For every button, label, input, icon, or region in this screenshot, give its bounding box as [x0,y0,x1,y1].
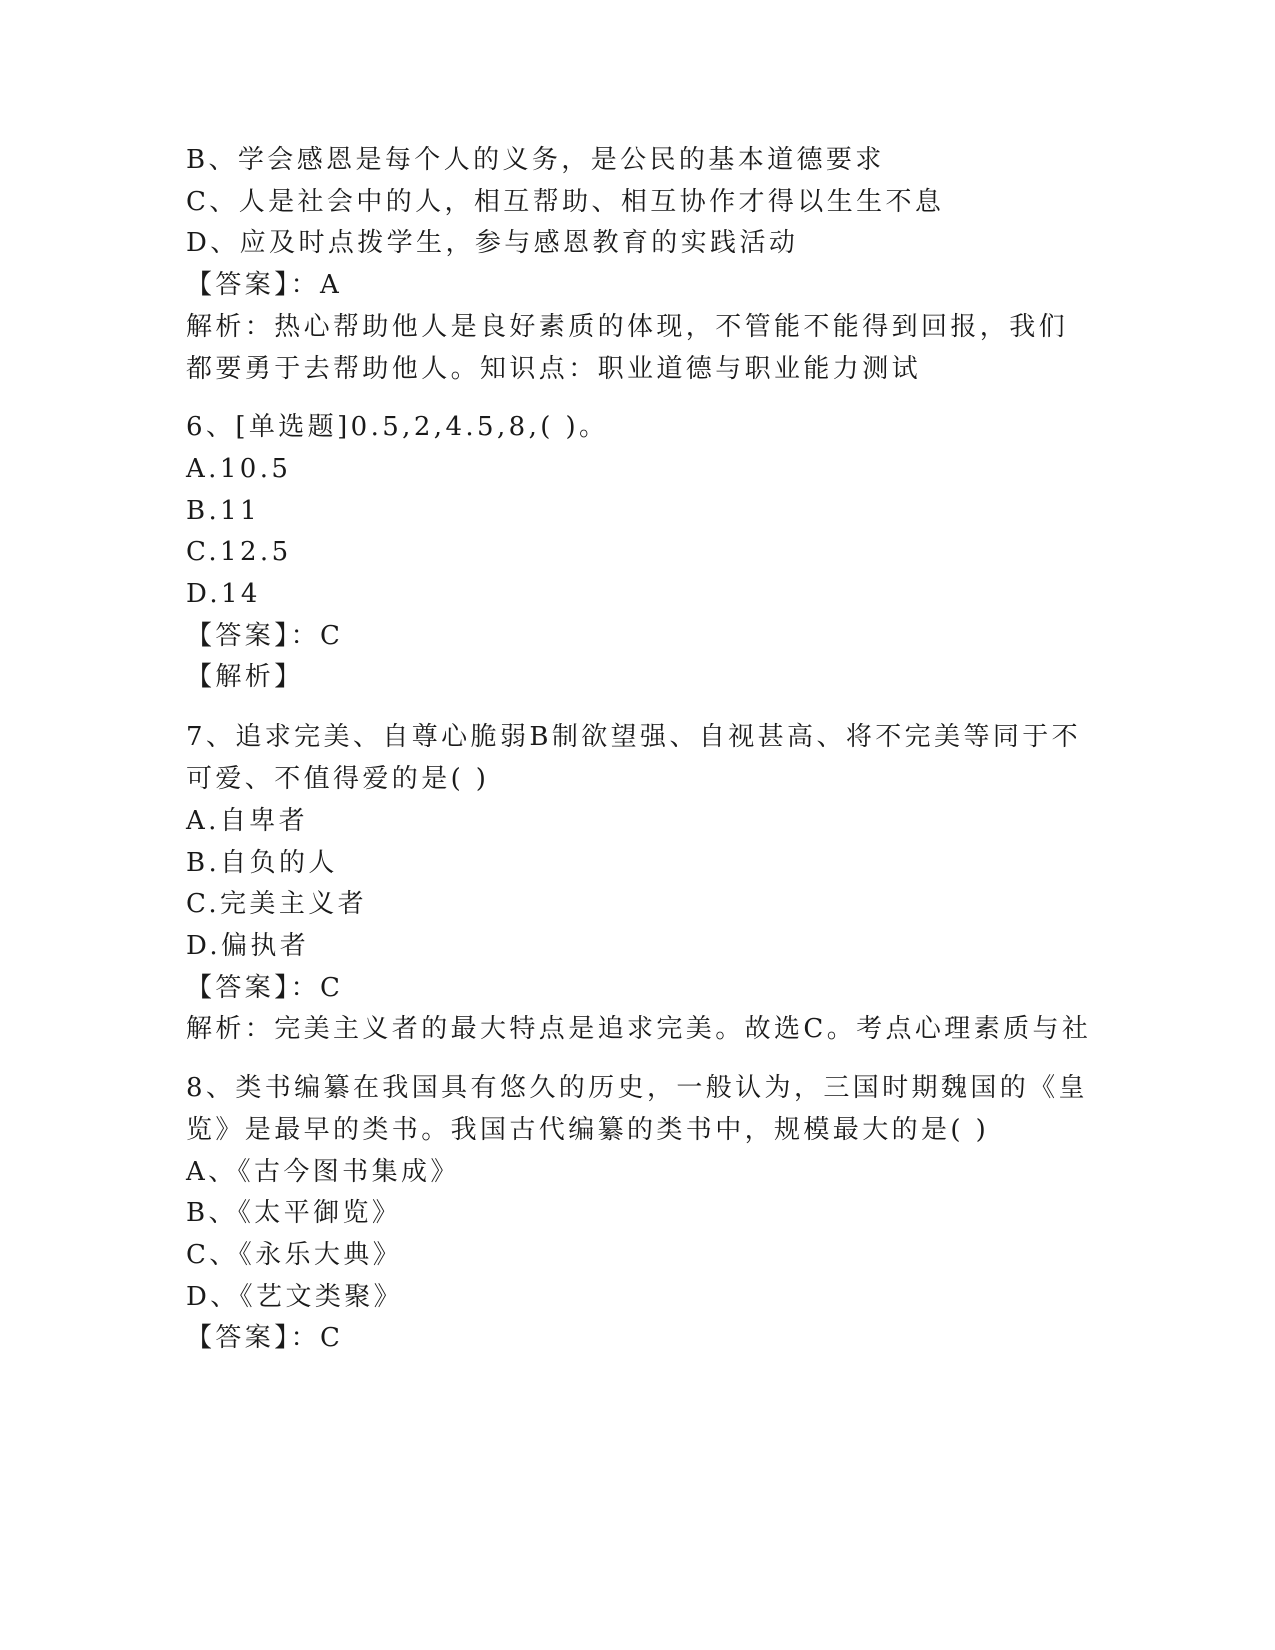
q7-stem-line-2: 可爱、不值得爱的是( ) [186,764,490,794]
q5-option-c: C、人是社会中的人，相互帮助、相互协作才得以生生不息 [186,187,945,217]
q7-option-a: A.自卑者 [186,806,309,836]
q6-option-a: A.10.5 [186,454,292,484]
q6-option-d: D.14 [186,579,261,609]
q5-option-b: B、学会感恩是每个人的义务，是公民的基本道德要求 [186,145,885,175]
q8-stem-line-2: 览》是最早的类书。我国古代编纂的类书中，规模最大的是( ) [186,1115,990,1145]
q7-analysis: 解析：完美主义者的最大特点是追求完美。故选C。考点心理素质与社 [186,1014,1092,1044]
q6-analysis: 【解析】 [186,662,304,692]
q8-answer: 【答案】：C [186,1323,344,1353]
q8-stem-line-1: 8、类书编纂在我国具有悠久的历史，一般认为，三国时期魏国的《皇 [186,1073,1088,1103]
q7-answer: 【答案】：C [186,973,344,1003]
q8-option-a: A、《古今图书集成》 [186,1157,460,1187]
q7-option-b: B.自负的人 [186,848,338,878]
q8-option-d: D、《艺文类聚》 [186,1282,404,1312]
q7-option-c: C.完美主义者 [186,889,368,919]
q8-option-b: B、《太平御览》 [186,1198,402,1228]
q5-option-d: D、应及时点拨学生，参与感恩教育的实践活动 [186,228,799,258]
q6-stem: 6、[单选题]0.5,2,4.5,8,( )。 [186,412,609,442]
q8-option-c: C、《永乐大典》 [186,1240,403,1270]
q6-option-b: B.11 [186,496,261,526]
q6-option-c: C.12.5 [186,537,292,567]
q7-option-d: D.偏执者 [186,931,310,961]
q5-answer: 【答案】：A [186,270,343,300]
q5-analysis-line-2: 都要勇于去帮助他人。知识点：职业道德与职业能力测试 [186,354,922,384]
q5-analysis-line-1: 解析：热心帮助他人是良好素质的体现，不管能不能得到回报，我们 [186,312,1069,342]
q6-answer: 【答案】：C [186,621,344,651]
q7-stem-line-1: 7、追求完美、自尊心脆弱B制欲望强、自视甚高、将不完美等同于不 [186,722,1082,752]
